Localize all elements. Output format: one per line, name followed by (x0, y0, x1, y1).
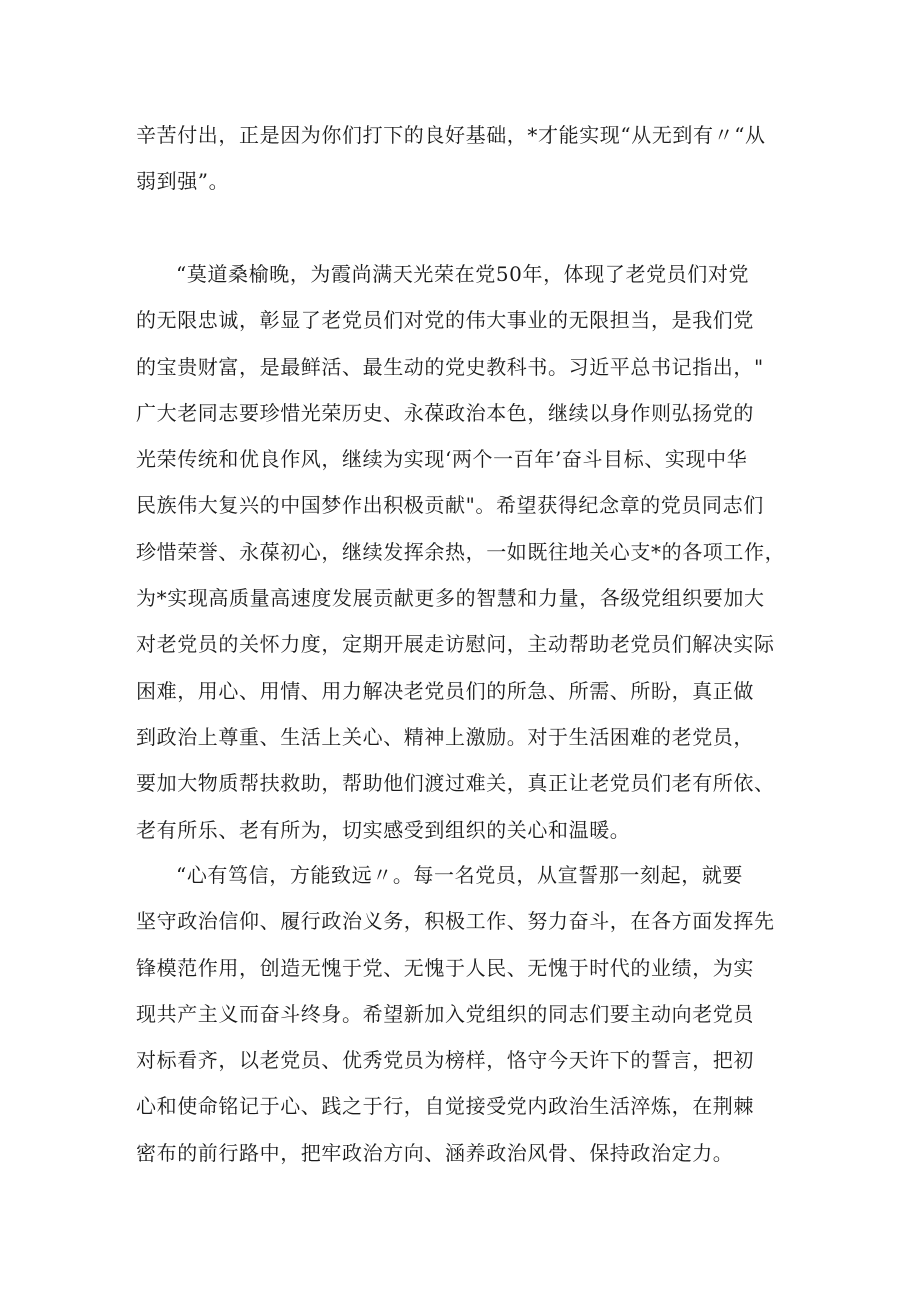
text-line: 对老党员的关怀力度，定期开展走访慰问，主动帮助老党员们解决实际 (136, 632, 775, 657)
text-line: 老有所乐、老有所为，切实感受到组织的关心和温暖。 (136, 817, 631, 842)
text-line: “心有笃信，方能致远〃。每一名党员，从宣誓那一刻起，就要 (176, 863, 744, 887)
paragraph-2 (136, 251, 796, 853)
text-line: 为*实现高质量高速度发展贡献更多的智慧和力量，各级党组织要加大 (136, 586, 765, 611)
text-line: 珍惜荣誉、永葆初心，继续发挥余热，一如既往地关心支*的各项工作， (136, 539, 786, 564)
text-line: 坚守政治信仰、履行政治义务，积极工作、努力奋斗，在各方面发挥先 (136, 909, 775, 934)
text-line: 民族伟大复兴的中国梦作出积极贡献"。希望获得纪念章的党员同志们 (136, 493, 764, 518)
text-line: 辛苦付出，正是因为你们打下的良好基础，*才能实现“从无到有〃“从 (136, 123, 766, 147)
text-line: 困难，用心、用情、用力解决老党员们的所急、所需、所盼，真正做 (136, 678, 754, 703)
text-line: 密布的前行路中，把牢政治方向、涵养政治风骨、保持政治定力。 (136, 1140, 734, 1165)
paragraph-3 (136, 852, 796, 1176)
text-line: 到政治上尊重、生活上关心、精神上激励。对于生活困难的老党员， (136, 724, 754, 749)
text-line: 的无限忠诚，彰显了老党员们对党的伟大事业的无限担当，是我们党 (136, 308, 754, 333)
text-line: 心和使命铭记于心、践之于行，自觉接受党内政治生活淬炼，在荆棘 (136, 1094, 754, 1119)
text-line: 现共产主义而奋斗终身。希望新加入党组织的同志们要主动向老党员 (136, 1001, 754, 1026)
text-line: 光荣传统和优良作风，继续为实现‘两个一百年’奋斗目标、实现中华 (136, 447, 748, 472)
text-line: 弱到强”。 (136, 169, 230, 194)
text-line: 锋模范作用，创造无愧于党、无愧于人民、无愧于时代的业绩，为实 (136, 955, 754, 980)
text-line: 的宝贵财富，是最鲜活、最生动的党史教科书。习近平总书记指出，" (136, 354, 764, 379)
text-line: 对标看齐，以老党员、优秀党员为榜样，恪守今天许下的誓言，把初 (136, 1048, 754, 1073)
text-line: 广大老同志要珍惜光荣历史、永葆政治本色，继续以身作则弘扬党的 (136, 400, 754, 425)
text-line: 要加大物质帮扶救助，帮助他们渡过难关，真正让老党员们老有所依、 (136, 771, 775, 796)
text-line: “莫道桑榆晚，为霞尚满天光荣在党50年，体现了老党员们对党 (176, 262, 750, 286)
paragraph-1 (136, 112, 796, 205)
